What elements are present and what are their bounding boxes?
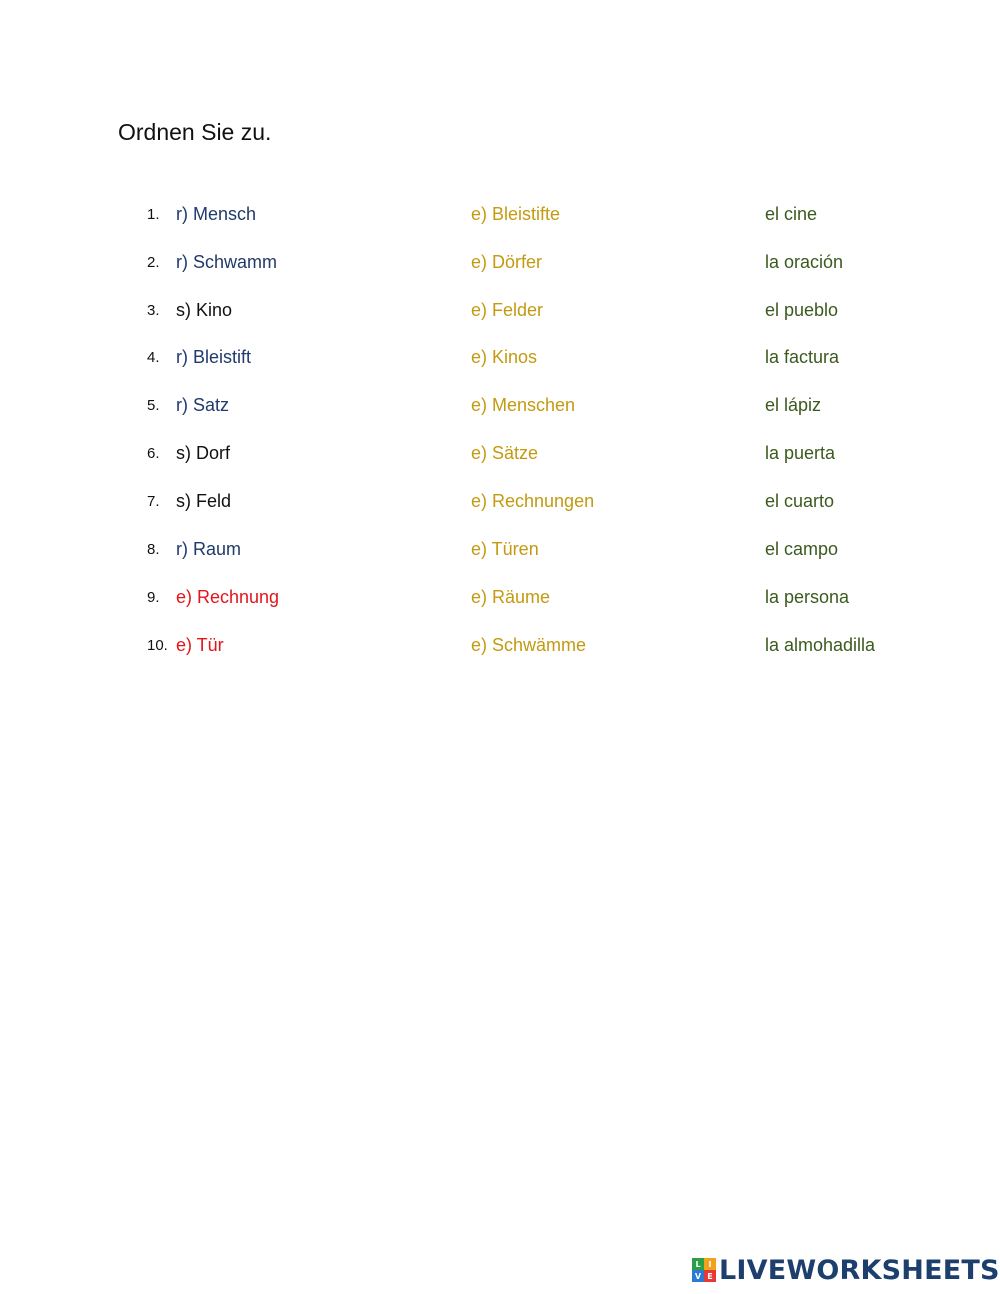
spanish-translation: el cine [765, 204, 818, 224]
item-number: 10. [147, 637, 168, 654]
logo-badge-letter: I [704, 1258, 716, 1270]
spanish-translation: la puerta [765, 443, 836, 463]
item-number: 4. [147, 349, 160, 366]
plural-noun: e) Kinos [471, 347, 538, 367]
plural-noun: e) Bleistifte [471, 204, 561, 224]
spanish-translation: la factura [765, 347, 840, 367]
page-title: Ordnen Sie zu. [118, 119, 272, 145]
item-number: 1. [147, 206, 160, 223]
plural-noun: e) Rechnungen [471, 491, 595, 511]
list-item [0, 297, 1000, 327]
plural-noun: e) Dörfer [471, 252, 543, 272]
list-item [0, 344, 1000, 374]
liveworksheets-logo [692, 1255, 1000, 1285]
plural-noun: e) Räume [471, 587, 551, 607]
singular-noun: r) Bleistift [176, 347, 252, 367]
item-number: 5. [147, 397, 160, 414]
singular-noun: s) Dorf [176, 443, 230, 463]
list-item [0, 536, 1000, 566]
item-number: 2. [147, 254, 160, 271]
item-number: 9. [147, 589, 160, 606]
logo-badge-letter: L [692, 1258, 704, 1270]
list-item [0, 440, 1000, 470]
plural-noun: e) Felder [471, 300, 544, 320]
logo-badge-letter: E [704, 1270, 716, 1282]
spanish-translation: el campo [765, 539, 839, 559]
singular-noun: s) Feld [176, 491, 232, 511]
list-item [0, 584, 1000, 614]
singular-noun: e) Tür [176, 635, 224, 655]
spanish-translation: el lápiz [765, 395, 822, 415]
plural-noun: e) Schwämme [471, 635, 587, 655]
item-number: 3. [147, 302, 160, 319]
singular-noun: r) Satz [176, 395, 230, 415]
item-number: 8. [147, 541, 160, 558]
plural-noun: e) Sätze [471, 443, 539, 463]
plural-noun: e) Menschen [471, 395, 576, 415]
plural-noun: e) Türen [471, 539, 539, 559]
spanish-translation: la almohadilla [765, 635, 876, 655]
spanish-translation: el pueblo [765, 300, 839, 320]
logo-text: LIVEWORKSHEETS [719, 1254, 1000, 1286]
list-item [0, 201, 1000, 231]
logo-badge-icon [692, 1258, 716, 1282]
item-number: 6. [147, 445, 160, 462]
singular-noun: r) Raum [176, 539, 242, 559]
list-item [0, 392, 1000, 422]
spanish-translation: la oración [765, 252, 844, 272]
logo-badge-letter: V [692, 1270, 704, 1282]
list-item [0, 249, 1000, 279]
list-item [0, 488, 1000, 518]
list-item [0, 632, 1000, 662]
singular-noun: r) Schwamm [176, 252, 278, 272]
spanish-translation: el cuarto [765, 491, 835, 511]
spanish-translation: la persona [765, 587, 850, 607]
singular-noun: s) Kino [176, 300, 233, 320]
item-number: 7. [147, 493, 160, 510]
singular-noun: r) Mensch [176, 204, 257, 224]
singular-noun: e) Rechnung [176, 587, 280, 607]
